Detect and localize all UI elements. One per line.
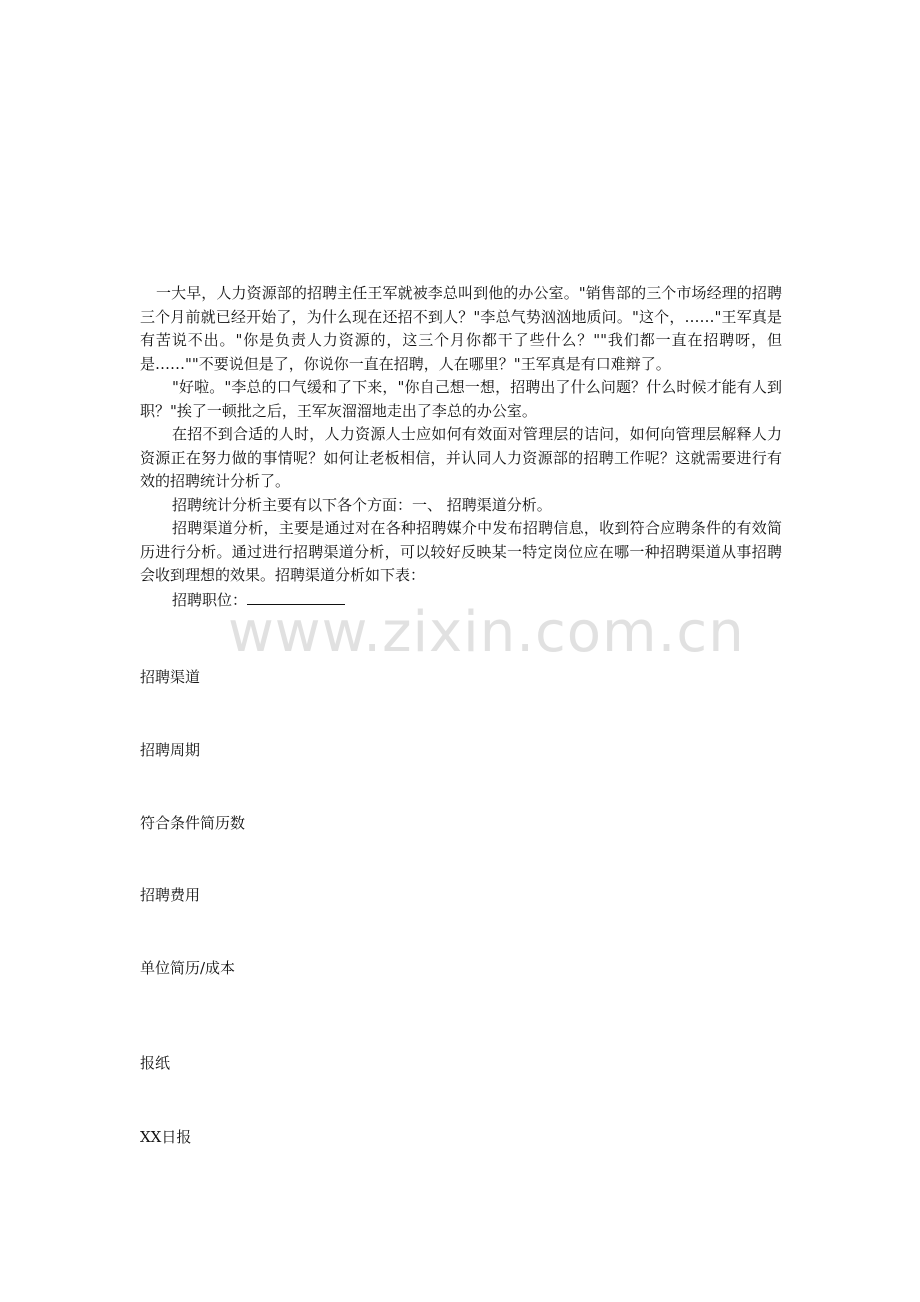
position-line	[140, 588, 782, 613]
paragraph-analysis-aspects: 招聘统计分析主要有以下各个方面：一、 招聘渠道分析。	[172, 495, 552, 514]
table-label-newspaper: 报纸	[140, 1054, 171, 1072]
table-label-cycle: 招聘周期	[140, 741, 201, 759]
watermark-text: www.zixin.com.cn	[228, 600, 745, 665]
paragraph-opening: 一大早，人力资源部的招聘主任王军就被李总叫到他的办公室。"销售部的三个市场经理的招聘三个月前就已经开始了，为什么现在还招不到人？"李总气势汹汹地质问。"这个，……"王军真是有苦说不出。"你是负责人力资源的，这三个月你都干了些什么？""我们都一直在招聘呀，但是……""不要说但是了，你说你一直在招聘，人在哪里？"王军真是有口难辩了。	[140, 284, 782, 373]
table-label-unit-cost: 单位简历/成本	[140, 959, 236, 977]
table-label-daily: XX日报	[140, 1128, 192, 1146]
paragraph-problem: 在招不到合适的人时，人力资源人士应如何有效面对管理层的诘问，如何向管理层解释人力资源正在努力做的事情呢？如何让老板相信，并认同人力资源部的招聘工作呢？这就需要进行有效的招聘统计分析了。	[140, 425, 782, 490]
position-label: 招聘职位：	[172, 590, 248, 609]
table-label-cost: 招聘费用	[140, 886, 201, 904]
position-blank-line	[247, 588, 345, 605]
paragraph-boss-response: "好啦。"李总的口气缓和了下来，"你自己想一想，招聘出了什么问题？什么时候才能有人到职？"挨了一顿批之后，王军灰溜溜地走出了李总的办公室。	[140, 378, 782, 420]
paragraph-channel-analysis: 招聘渠道分析，主要是通过对在各种招聘媒介中发布招聘信息，收到符合应聘条件的有效简历进行分析。通过进行招聘渠道分析，可以较好反映某一特定岗位应在哪一种招聘渠道从事招聘会收到理想的效果。招聘渠道分析如下表：	[140, 519, 782, 584]
table-label-channel: 招聘渠道	[140, 668, 201, 686]
table-label-qualified-resumes: 符合条件简历数	[140, 814, 246, 832]
article-body	[140, 282, 782, 612]
